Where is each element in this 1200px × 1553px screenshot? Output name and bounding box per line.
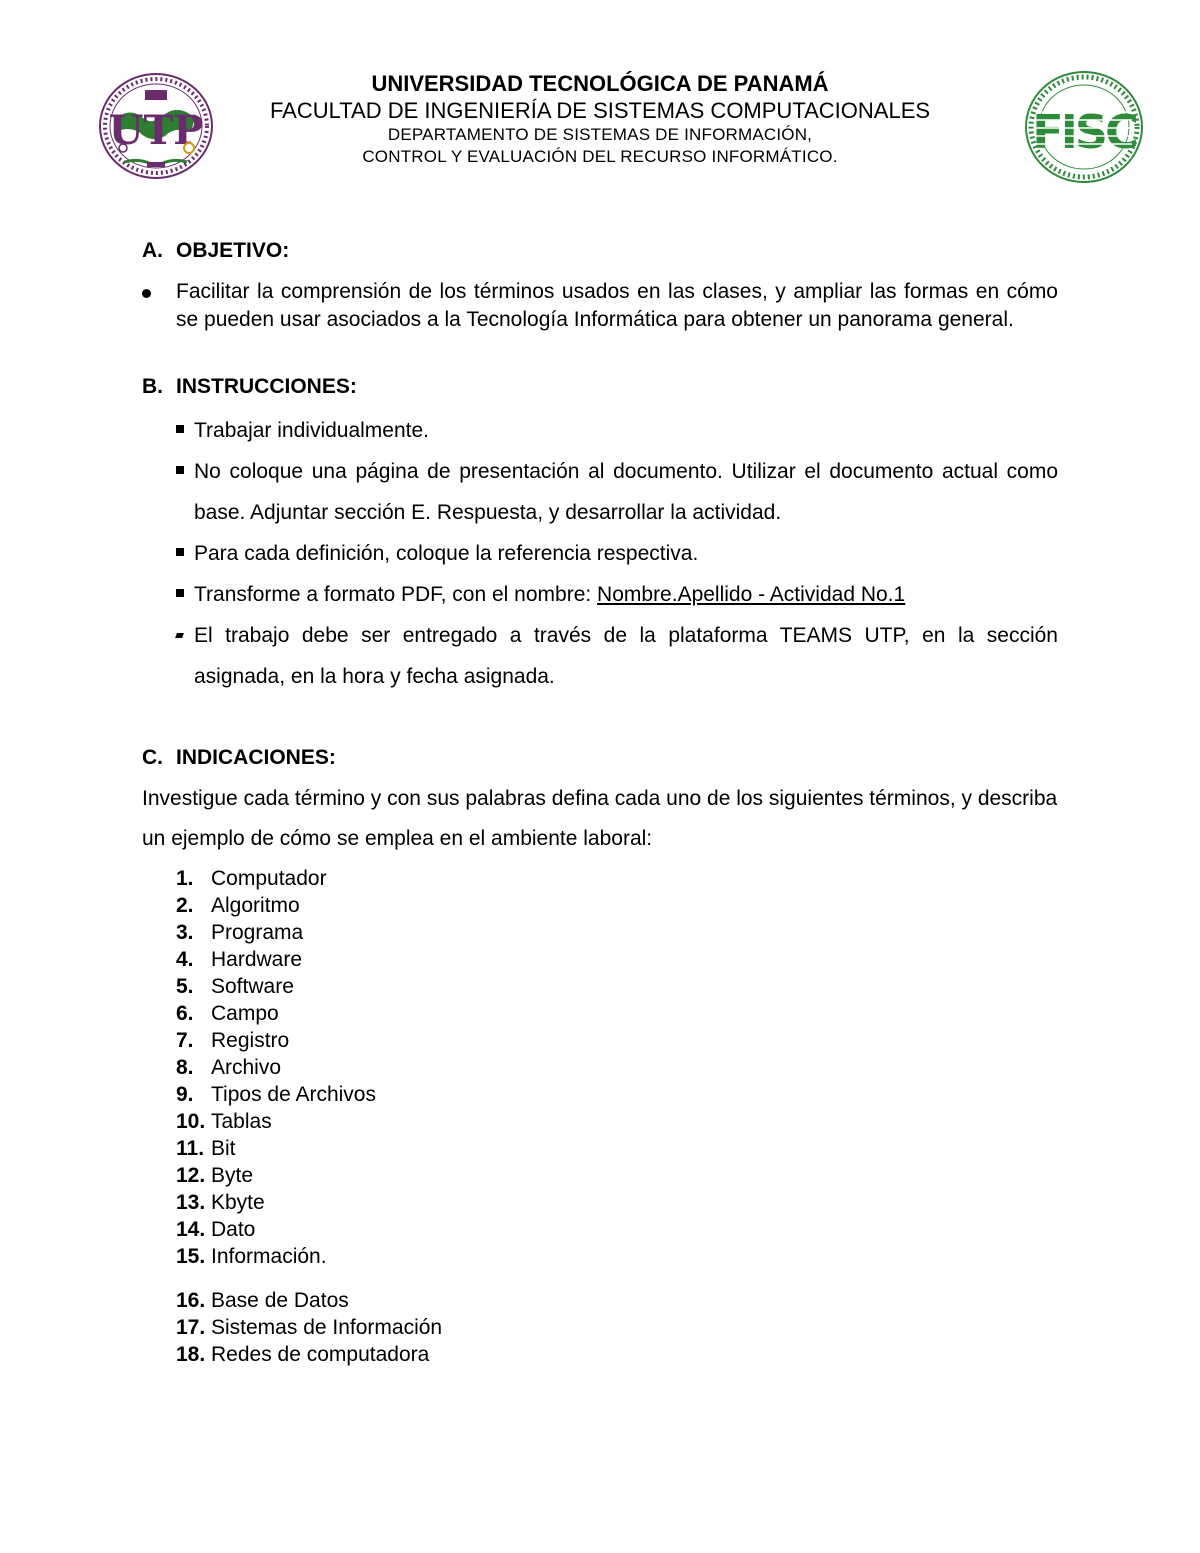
term-label: Kbyte [211,1191,265,1214]
term-label: Software [211,975,294,998]
university-name: UNIVERSIDAD TECNOLÓGICA DE PANAMÁ [371,71,829,96]
list-item [176,1162,1058,1189]
terms-list [142,865,1058,1368]
svg-text:FISC: FISC [1032,105,1136,159]
objective-text: Facilitar la comprensión de los términos usados en las clases, y ampliar las formas en cómo se pueden usar asociados a la Tecnología Informática para obtener un panorama general. [176,280,1058,331]
department-line-1: DEPARTAMENTO DE SISTEMAS DE INFORMACIÓN, [387,125,813,144]
term-number: 13. [176,1191,206,1214]
term-number: 10. [176,1110,206,1133]
term-number: 9. [176,1083,194,1106]
list-item [176,1341,1058,1368]
list-item [176,1000,1058,1027]
instructions-heading [142,372,1058,402]
term-number: 17. [176,1316,206,1339]
list-item [176,1189,1058,1216]
term-label: Tipos de Archivos [211,1083,376,1106]
utp-logo [95,70,217,182]
list-item [176,1243,1058,1270]
list-item [176,919,1058,946]
term-label: Computador [211,867,327,890]
term-label: Sistemas de Información [211,1316,443,1339]
instructions-title: INSTRUCCIONES: [176,375,357,398]
square-bullet-icon [176,425,184,433]
faculty-name: FACULTAD DE INGENIERÍA DE SISTEMAS COMPUTACIONALES [269,98,931,123]
list-item [176,865,1058,892]
list-item [176,1081,1058,1108]
instructions-letter: B. [142,375,163,398]
term-label: Campo [211,1002,279,1025]
term-number: 16. [176,1289,206,1312]
indications-letter: C. [142,746,163,769]
term-label: Algoritmo [211,894,300,917]
term-number: 8. [176,1056,194,1079]
list-item [176,892,1058,919]
document-body [142,236,1058,1368]
term-label: Información. [211,1245,327,1268]
term-label: Bit [211,1137,236,1160]
term-number: 14. [176,1218,206,1241]
svg-text:UTP: UTP [108,107,204,154]
list-item [176,410,1058,451]
square-bullet-icon [176,589,184,597]
list-item [176,451,1058,533]
instruction-text: Trabajar individualmente. [194,419,430,442]
square-bullet-icon [176,548,184,556]
list-item [176,973,1058,1000]
term-number: 7. [176,1029,194,1052]
term-label: Hardware [211,948,303,971]
list-item [176,574,1058,615]
term-number: 11. [176,1137,205,1160]
indications-heading [142,743,1058,773]
bullet-icon [142,289,151,298]
list-item [176,615,1058,697]
list-item [176,1135,1058,1162]
term-number: 1. [176,867,194,890]
department-line-2: CONTROL Y EVALUACIÓN DEL RECURSO INFORMÁTICO. [362,147,838,166]
term-label: Byte [211,1164,254,1187]
indications-title: INDICACIONES: [176,746,336,769]
arrow-bullet-icon [175,633,184,638]
list-item [176,533,1058,574]
instruction-text: El trabajo debe ser entregado a través de la plataforma TEAMS UTP, en la sección asignada, en la hora y fecha asignada. [194,624,1058,688]
filename-format: Nombre.Apellido - Actividad No.1 [597,583,906,606]
objective-paragraph [142,278,1058,334]
list-item [176,1314,1058,1341]
term-number: 18. [176,1343,206,1366]
objective-title: OBJETIVO: [176,239,290,262]
term-label: Dato [211,1218,256,1241]
instruction-text: No coloque una página de presentación al documento. Utilizar el documento actual como base. Adjuntar sección E. Respuesta, y desarrollar la actividad. [194,460,1058,524]
term-number: 3. [176,921,194,944]
term-label: Registro [211,1029,290,1052]
instruction-text: Para cada definición, coloque la referencia respectiva. [194,542,699,565]
term-number: 5. [176,975,194,998]
term-label: Tablas [211,1110,272,1133]
square-bullet-icon [176,466,184,474]
objective-heading [142,236,1058,266]
term-number: 12. [176,1164,206,1187]
term-label: Archivo [211,1056,282,1079]
list-item [176,1216,1058,1243]
list-item [176,946,1058,973]
term-label: Base de Datos [211,1289,349,1312]
term-number: 2. [176,894,194,917]
instruction-text: Transforme a formato PDF, con el nombre: [194,583,598,606]
list-item [176,1027,1058,1054]
term-number: 15. [176,1245,206,1268]
list-item [176,1287,1058,1314]
indications-paragraph: Investigue cada término y con sus palabras defina cada uno de los siguientes términos, y describa un ejemplo de cómo se emplea en el ambiente laboral: [142,787,1058,850]
objective-letter: A. [142,239,163,262]
instructions-list [142,410,1058,697]
list-item [176,1054,1058,1081]
list-item [176,1108,1058,1135]
term-label: Programa [211,921,304,944]
term-number: 6. [176,1002,194,1025]
fisc-logo [1022,68,1146,186]
term-label: Redes de computadora [211,1343,430,1366]
document-header [220,70,980,168]
term-number: 4. [176,948,194,971]
